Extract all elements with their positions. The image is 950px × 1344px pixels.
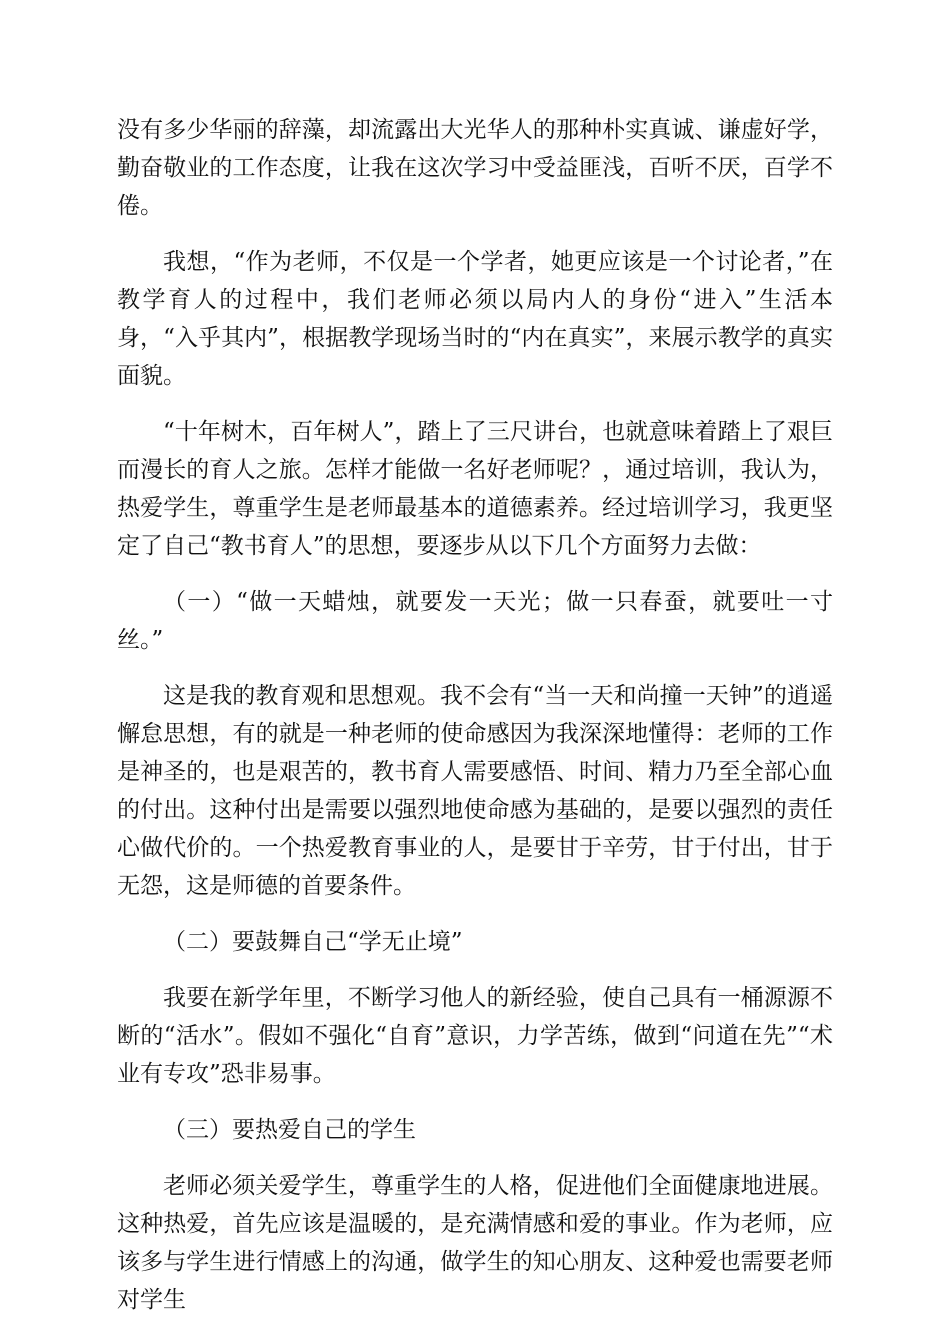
paragraph-teacher-role: 我想，“作为老师，不仅是一个学者，她更应该是一个讨论者，”在教学育人的过程中，我们老师必须以局内人的身份“进入”生活本身，“入乎其内”，根据教学现场当时的“内在真实”，来展示教学的真实面貌。: [117, 249, 833, 389]
document-body: [117, 111, 833, 1337]
paragraph-learning: 我要在新学年里，不断学习他人的新经验，使自己具有一桶源源不断的“活水”。假如不强化“自育”意识，力学苦练，做到“问道在先”“术业有专攻”恐非易事。: [117, 985, 833, 1087]
paragraph-education-view: 这是我的教育观和思想观。我不会有“当一天和尚撞一天钟”的逍遥懈怠思想，有的就是一种老师的使命感因为我深深地懂得：老师的工作是神圣的，也是艰苦的，教书育人需要感悟、时间、精力乃至全部心血的付出。这种付出是需要以强烈地使命感为基础的，是要以强烈的责任心做代价的。一个热爱教育事业的人，是要甘于辛劳，甘于付出，甘于无怨，这是师德的首要条件。: [117, 683, 833, 899]
section-heading-1: （一）“做一天蜡烛，就要发一天光；做一只春蚕，就要吐一寸丝。”: [117, 589, 833, 653]
paragraph-ten-years: “十年树木，百年树人”，踏上了三尺讲台，也就意味着踏上了艰巨而漫长的育人之旅。怎样才能做一名好老师呢？，通过培训，我认为，热爱学生，尊重学生是老师最基本的道德素养。经过培训学习，我更坚定了自己“教书育人”的思想，要逐步从以下几个方面努力去做：: [117, 419, 833, 559]
paragraph-love-students: 老师必须关爱学生，尊重学生的人格，促进他们全面健康地进展。这种热爱，首先应该是温暖的，是充满情感和爱的事业。作为老师，应该多与学生进行情感上的沟通，做学生的知心朋友、这种爱也需要老师对学生: [117, 1173, 833, 1313]
section-heading-3: （三）要热爱自己的学生: [163, 1117, 416, 1143]
section-heading-2: （二）要鼓舞自己“学无止境”: [163, 929, 463, 955]
paragraph-continuation: 没有多少华丽的辞藻，却流露出大光华人的那种朴实真诚、谦虚好学，勤奋敬业的工作态度，让我在这次学习中受益匪浅，百听不厌，百学不倦。: [117, 117, 833, 219]
